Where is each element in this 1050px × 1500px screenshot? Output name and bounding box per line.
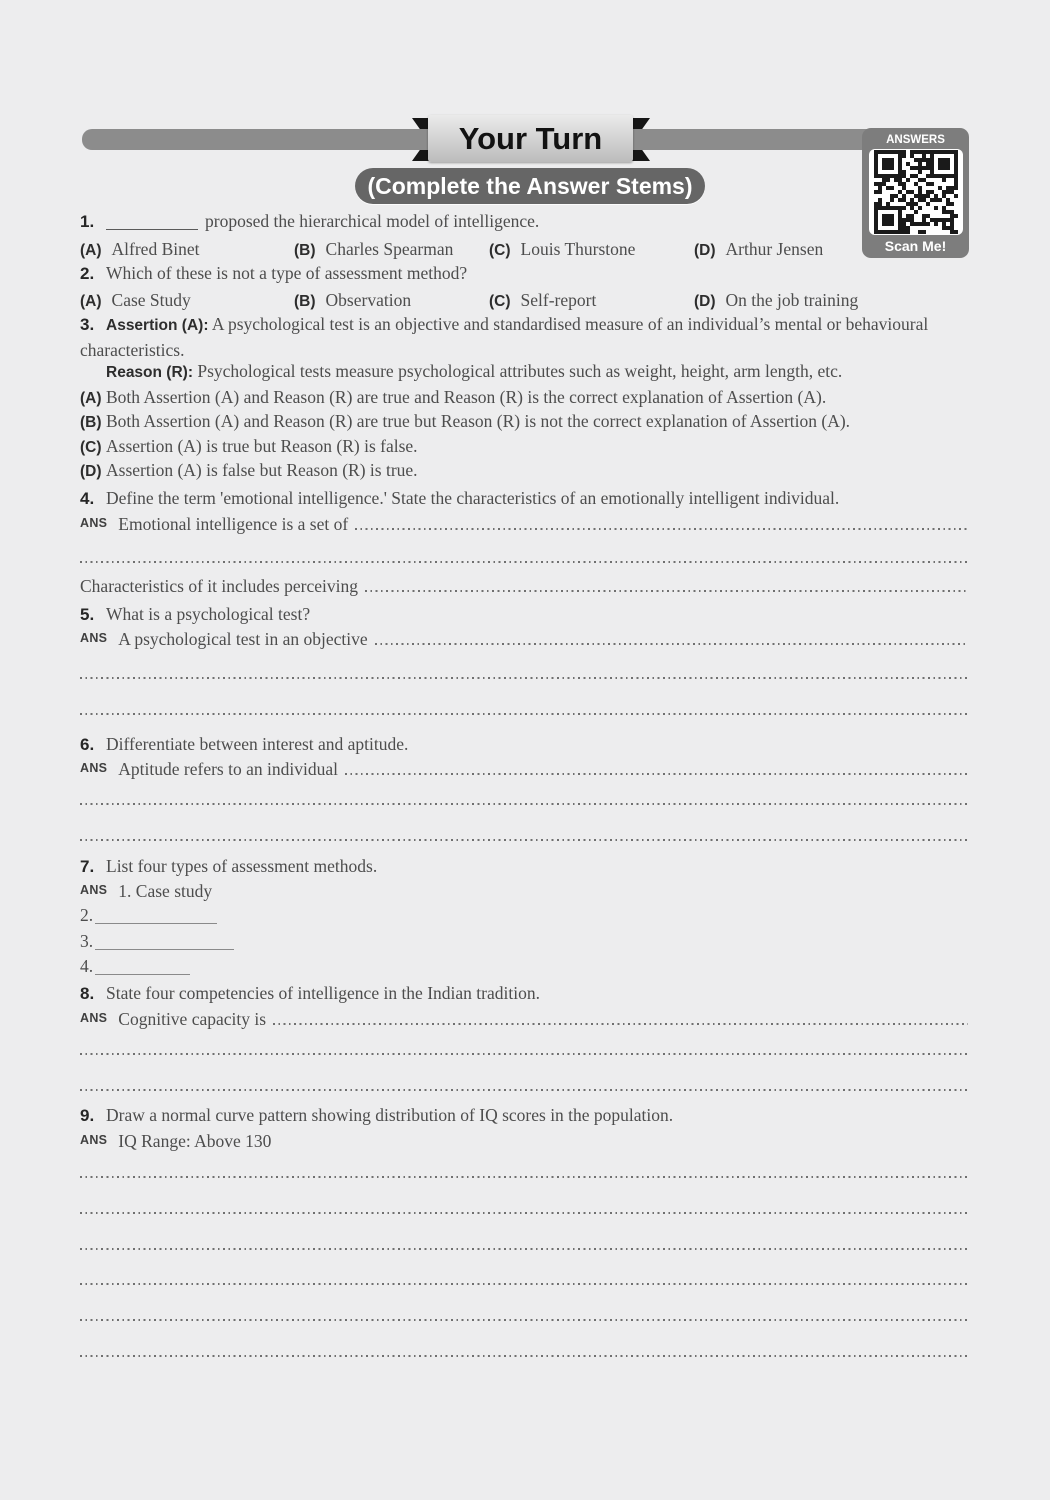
question-9 [80,1104,968,1127]
answer-stem: Emotional intelligence is a set of [118,514,349,534]
option-text: Arthur Jensen [725,239,824,259]
option-text: Self-report [520,290,597,310]
qr-answers-label: ANSWERS [886,134,945,146]
question-1-options [80,238,968,262]
ans-label: ANS [80,1011,108,1025]
answer-line [80,677,968,679]
question-8-number: 8. [80,984,95,1003]
ans-label: ANS [80,516,108,530]
option-text: Charles Spearman [325,239,454,259]
option-letter: (B) [80,414,102,431]
answer-stem: Cognitive capacity is [118,1009,267,1029]
option-letter: (A) [80,293,102,310]
question-6-answer [80,758,968,779]
question-5-answer [80,628,968,649]
option-text: Alfred Binet [111,239,200,259]
item-prefix: 3. [80,931,94,951]
question-6-text: Differentiate between interest and aptitude. [106,734,409,754]
qr-scan-me-label: Scan Me! [884,238,947,254]
option-letter: (D) [80,463,102,480]
answer-stem: Aptitude refers to an individual [118,759,338,779]
answer-blank [95,911,217,924]
question-3-option-d [80,459,968,483]
page-title: Your Turn [428,115,633,162]
option-letter: (C) [80,439,102,456]
question-3-option-c [80,435,968,459]
option-b [294,289,489,313]
item-prefix: 4. [80,956,94,976]
ans-label: ANS [80,883,108,897]
question-4-number: 4. [80,489,95,508]
answer-line [80,1212,968,1214]
question-7-number: 7. [80,857,95,876]
answer-stem: Characteristics of it includes perceiving [80,576,358,596]
answer-dotted-fill [365,575,968,596]
question-6-number: 6. [80,735,95,754]
option-letter: (D) [694,242,716,259]
assertion-text: A psychological test is an objective and standardised measure of an individual’s mental or behavioural characteristics. [80,314,929,360]
question-2-options [80,289,968,313]
item-prefix: 2. [80,905,94,925]
option-c [489,289,694,313]
question-7-answer [80,880,968,901]
option-letter: (A) [80,242,102,259]
option-text: Both Assertion (A) and Reason (R) are true and Reason (R) is the correct explanation of Assertion (A). [106,387,827,407]
question-7-text: List four types of assessment methods. [106,856,378,876]
question-4 [80,487,968,510]
question-8-answer [80,1008,968,1029]
option-a [80,238,294,262]
question-3-reason [80,360,968,384]
question-5-text: What is a psychological test? [106,604,311,624]
question-4-text: Define the term 'emotional intelligence.' State the characteristics of an emotionally intelligent individual. [106,488,840,508]
answer-stem: 1. Case study [118,881,213,901]
question-7-item-4 [80,955,968,977]
option-text: Both Assertion (A) and Reason (R) are true but Reason (R) is not the correct explanation of Assertion (A). [106,411,851,431]
question-3-option-b [80,410,968,434]
question-6 [80,733,968,756]
option-d [694,238,968,262]
option-letter: (B) [294,242,316,259]
option-b [294,238,489,262]
option-a [80,289,294,313]
answer-stem: A psychological test in an objective [118,629,368,649]
option-text: Assertion (A) is true but Reason (R) is false. [106,436,418,456]
option-letter: (B) [294,293,316,310]
option-c [489,238,694,262]
question-2-number: 2. [80,264,95,283]
answer-line [80,1248,968,1250]
answer-dotted-fill [375,628,968,649]
option-d [694,289,968,313]
question-7-item-3 [80,930,968,952]
question-1-number: 1. [80,212,95,231]
answer-line [80,839,968,841]
answer-line [80,803,968,805]
answer-dotted-fill [355,513,968,534]
ans-label: ANS [80,761,108,775]
ans-label: ANS [80,1133,108,1147]
answer-line [80,1053,968,1055]
question-5 [80,603,968,626]
option-letter: (A) [80,390,102,407]
question-2 [80,262,968,285]
answer-line [80,1283,968,1285]
assertion-label: Assertion (A): [106,317,209,334]
option-text: On the job training [725,290,859,310]
question-1-answer-blank [106,217,198,230]
answer-line [80,1355,968,1357]
answer-line [80,1319,968,1321]
option-text: Assertion (A) is false but Reason (R) is true. [106,460,418,480]
option-letter: (C) [489,242,511,259]
answer-line [80,561,968,563]
question-3-option-a [80,386,968,410]
reason-label: Reason (R): [106,364,193,381]
question-8 [80,982,968,1005]
question-4-answer [80,513,968,534]
question-9-answer [80,1130,968,1151]
answer-line [80,713,968,715]
question-1-text: proposed the hierarchical model of intelligence. [205,211,540,231]
question-9-text: Draw a normal curve pattern showing distribution of IQ scores in the population. [106,1105,674,1125]
option-letter: (C) [489,293,511,310]
answer-line [80,1089,968,1091]
answer-dotted-fill [273,1008,968,1029]
reason-text: Psychological tests measure psychological attributes such as weight, height, arm length, etc. [197,361,843,381]
option-text: Observation [325,290,412,310]
question-7-item-2 [80,904,968,926]
question-7 [80,855,968,878]
option-text: Louis Thurstone [520,239,636,259]
question-1 [80,210,968,233]
answer-blank [95,937,234,950]
page-subtitle: (Complete the Answer Stems) [355,168,705,204]
question-8-text: State four competencies of intelligence in the Indian tradition. [106,983,540,1003]
answer-line [80,1176,968,1178]
answer-blank [95,962,190,975]
answer-dotted-fill [345,758,968,779]
question-4-answer-2 [80,575,968,596]
question-9-number: 9. [80,1106,95,1125]
question-5-number: 5. [80,605,95,624]
question-3 [80,312,968,363]
option-letter: (D) [694,293,716,310]
option-text: Case Study [111,290,191,310]
answer-stem: IQ Range: Above 130 [118,1131,272,1151]
question-3-number: 3. [80,315,95,334]
question-2-text: Which of these is not a type of assessment method? [106,263,468,283]
ans-label: ANS [80,631,108,645]
